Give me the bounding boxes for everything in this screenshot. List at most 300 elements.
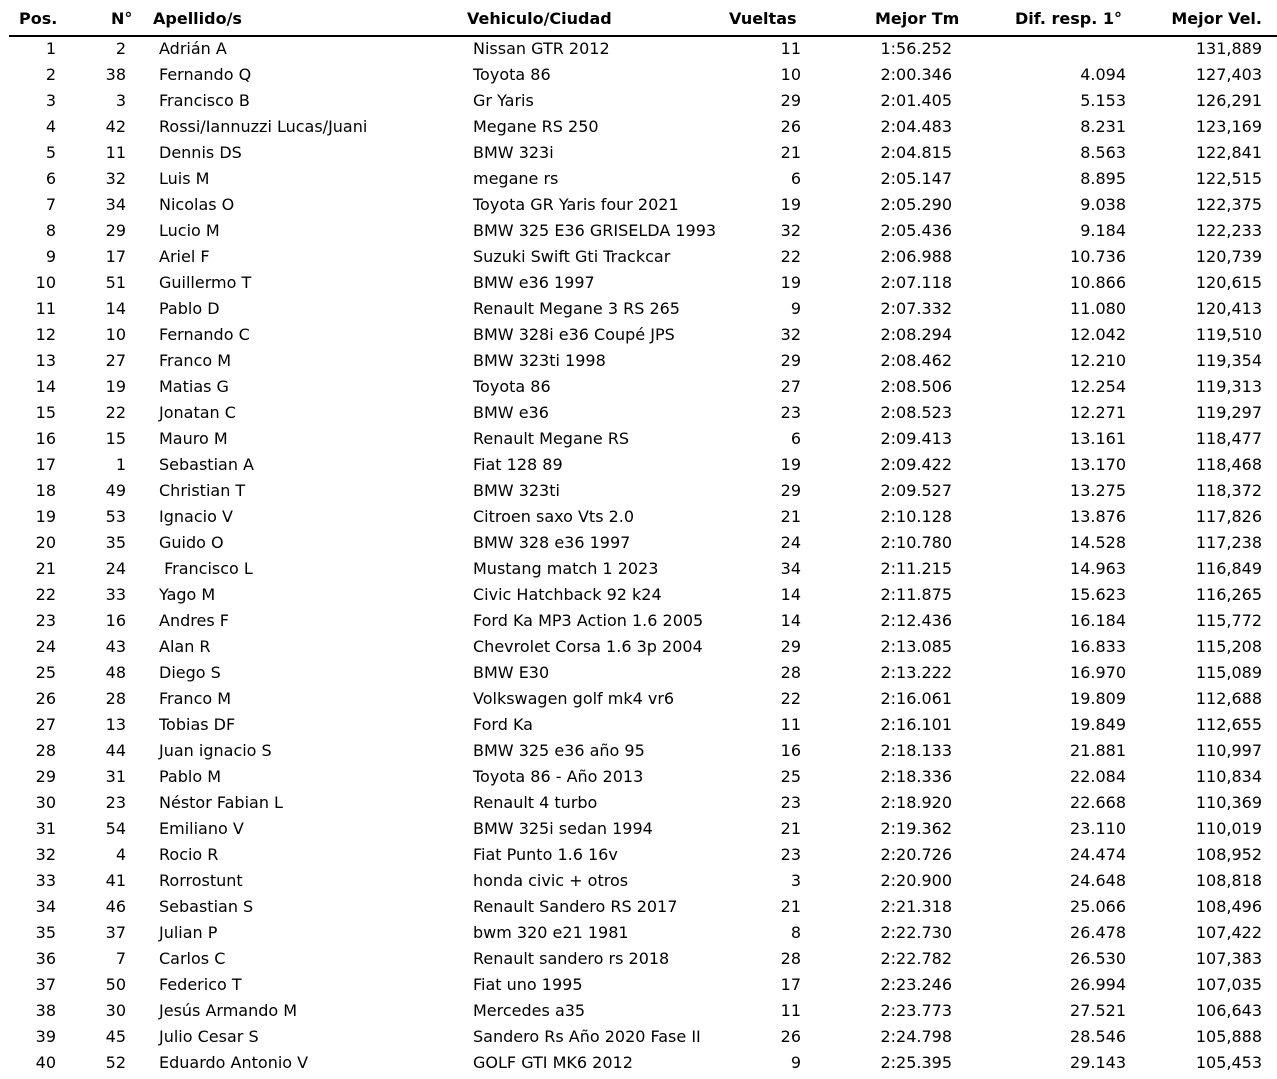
number-cell: 10 — [105, 325, 126, 344]
laps-cell: 14 — [780, 585, 801, 604]
best-speed-cell: 112,688 — [1195, 689, 1262, 708]
number-cell: 13 — [105, 715, 126, 734]
diff-cell: 26.478 — [1070, 923, 1126, 942]
diff-cell: 27.521 — [1070, 1001, 1126, 1020]
best-speed-cell: 115,772 — [1195, 611, 1262, 630]
table-row — [0, 689, 1277, 715]
laps-cell: 19 — [780, 273, 801, 292]
pos-cell: 33 — [35, 871, 56, 890]
table-row — [0, 793, 1277, 819]
vehicle-cell: GOLF GTI MK6 2012 — [473, 1053, 633, 1072]
best-speed-cell: 117,238 — [1195, 533, 1262, 552]
number-cell: 37 — [105, 923, 126, 942]
best-speed-cell: 110,369 — [1195, 793, 1262, 812]
table-row — [0, 585, 1277, 611]
pos-cell: 27 — [35, 715, 56, 734]
table-row — [0, 767, 1277, 793]
header-pos: Pos. — [19, 9, 58, 28]
vehicle-cell: Renault Sandero RS 2017 — [473, 897, 678, 916]
diff-cell: 15.623 — [1070, 585, 1126, 604]
table-row — [0, 273, 1277, 299]
pos-cell: 2 — [45, 65, 56, 84]
table-row — [0, 923, 1277, 949]
pos-cell: 19 — [35, 507, 56, 526]
table-row — [0, 299, 1277, 325]
best-speed-cell: 115,089 — [1195, 663, 1262, 682]
diff-cell: 19.849 — [1070, 715, 1126, 734]
laps-cell: 3 — [790, 871, 801, 890]
number-cell: 50 — [105, 975, 126, 994]
header-diff: Dif. resp. 1° — [1015, 9, 1122, 28]
best-time-cell: 2:07.332 — [880, 299, 952, 318]
diff-cell: 25.066 — [1070, 897, 1126, 916]
header-divider — [9, 35, 1277, 37]
number-cell: 3 — [115, 91, 126, 110]
pos-cell: 14 — [35, 377, 56, 396]
name-cell: Pablo D — [159, 299, 220, 318]
name-cell: Fernando Q — [159, 65, 252, 84]
diff-cell: 12.042 — [1070, 325, 1126, 344]
best-time-cell: 2:23.246 — [880, 975, 952, 994]
laps-cell: 11 — [780, 39, 801, 58]
best-time-cell: 2:13.222 — [880, 663, 952, 682]
best-time-cell: 2:09.413 — [880, 429, 952, 448]
best-time-cell: 2:04.815 — [880, 143, 952, 162]
vehicle-cell: BMW e36 — [473, 403, 549, 422]
pos-cell: 31 — [35, 819, 56, 838]
pos-cell: 40 — [35, 1053, 56, 1072]
vehicle-cell: megane rs — [473, 169, 559, 188]
pos-cell: 17 — [35, 455, 56, 474]
best-speed-cell: 117,826 — [1195, 507, 1262, 526]
number-cell: 44 — [105, 741, 126, 760]
diff-cell: 19.809 — [1070, 689, 1126, 708]
name-cell: Nicolas O — [159, 195, 235, 214]
best-time-cell: 2:25.395 — [880, 1053, 952, 1072]
diff-cell: 5.153 — [1080, 91, 1126, 110]
header-best-speed: Mejor Vel. — [1171, 9, 1262, 28]
name-cell: Jonatan C — [159, 403, 236, 422]
best-speed-cell: 110,019 — [1195, 819, 1262, 838]
diff-cell: 9.184 — [1080, 221, 1126, 240]
name-cell: Emiliano V — [159, 819, 244, 838]
name-cell: Guillermo T — [159, 273, 252, 292]
number-cell: 17 — [105, 247, 126, 266]
laps-cell: 29 — [780, 481, 801, 500]
diff-cell: 13.275 — [1070, 481, 1126, 500]
pos-cell: 18 — [35, 481, 56, 500]
vehicle-cell: BMW 323ti — [473, 481, 560, 500]
vehicle-cell: Mercedes a35 — [473, 1001, 586, 1020]
laps-cell: 27 — [780, 377, 801, 396]
table-row — [0, 975, 1277, 1001]
laps-cell: 19 — [780, 195, 801, 214]
best-speed-cell: 115,208 — [1195, 637, 1262, 656]
best-speed-cell: 107,035 — [1195, 975, 1262, 994]
diff-cell: 24.648 — [1070, 871, 1126, 890]
diff-cell: 4.094 — [1080, 65, 1126, 84]
pos-cell: 22 — [35, 585, 56, 604]
vehicle-cell: Volkswagen golf mk4 vr6 — [473, 689, 675, 708]
name-cell: Francisco B — [159, 91, 250, 110]
number-cell: 24 — [105, 559, 126, 578]
table-row — [0, 949, 1277, 975]
best-time-cell: 2:09.527 — [880, 481, 952, 500]
best-time-cell: 2:16.061 — [880, 689, 952, 708]
table-row — [0, 117, 1277, 143]
number-cell: 11 — [105, 143, 126, 162]
vehicle-cell: Suzuki Swift Gti Trackcar — [473, 247, 671, 266]
table-row — [0, 715, 1277, 741]
best-speed-cell: 105,888 — [1195, 1027, 1262, 1046]
vehicle-cell: Megane RS 250 — [473, 117, 599, 136]
best-speed-cell: 107,422 — [1195, 923, 1262, 942]
best-time-cell: 2:09.422 — [880, 455, 952, 474]
header-number: N° — [111, 9, 133, 28]
vehicle-cell: Gr Yaris — [473, 91, 534, 110]
table-row — [0, 91, 1277, 117]
table-row — [0, 637, 1277, 663]
laps-cell: 23 — [780, 793, 801, 812]
name-cell: Adrián A — [159, 39, 227, 58]
best-time-cell: 2:22.782 — [880, 949, 952, 968]
best-time-cell: 2:22.730 — [880, 923, 952, 942]
laps-cell: 32 — [780, 325, 801, 344]
vehicle-cell: bwm 320 e21 1981 — [473, 923, 629, 942]
pos-cell: 9 — [45, 247, 56, 266]
number-cell: 29 — [105, 221, 126, 240]
diff-cell: 29.143 — [1070, 1053, 1126, 1072]
vehicle-cell: Renault Megane 3 RS 265 — [473, 299, 680, 318]
name-cell: Rorrostunt — [159, 871, 243, 890]
best-speed-cell: 119,354 — [1195, 351, 1262, 370]
pos-cell: 16 — [35, 429, 56, 448]
laps-cell: 16 — [780, 741, 801, 760]
number-cell: 14 — [105, 299, 126, 318]
laps-cell: 28 — [780, 663, 801, 682]
best-speed-cell: 120,739 — [1195, 247, 1262, 266]
vehicle-cell: Fiat uno 1995 — [473, 975, 583, 994]
best-time-cell: 2:13.085 — [880, 637, 952, 656]
pos-cell: 12 — [35, 325, 56, 344]
table-row — [0, 221, 1277, 247]
diff-cell: 8.231 — [1080, 117, 1126, 136]
table-row — [0, 481, 1277, 507]
number-cell: 1 — [115, 455, 126, 474]
best-speed-cell: 118,477 — [1195, 429, 1262, 448]
diff-cell: 9.038 — [1080, 195, 1126, 214]
name-cell: Ignacio V — [159, 507, 233, 526]
laps-cell: 23 — [780, 845, 801, 864]
laps-cell: 34 — [780, 559, 801, 578]
name-cell: Andres F — [159, 611, 229, 630]
table-row — [0, 507, 1277, 533]
table-row — [0, 143, 1277, 169]
pos-cell: 37 — [35, 975, 56, 994]
name-cell: Carlos C — [159, 949, 226, 968]
name-cell: Pablo M — [159, 767, 222, 786]
best-time-cell: 2:11.875 — [880, 585, 952, 604]
best-speed-cell: 106,643 — [1195, 1001, 1262, 1020]
diff-cell: 26.994 — [1070, 975, 1126, 994]
number-cell: 48 — [105, 663, 126, 682]
table-row — [0, 533, 1277, 559]
best-time-cell: 2:08.506 — [880, 377, 952, 396]
laps-cell: 21 — [780, 819, 801, 838]
best-speed-cell: 122,233 — [1195, 221, 1262, 240]
best-time-cell: 2:07.118 — [880, 273, 952, 292]
table-row — [0, 1001, 1277, 1027]
best-time-cell: 2:00.346 — [880, 65, 952, 84]
best-speed-cell: 108,818 — [1195, 871, 1262, 890]
best-speed-cell: 116,265 — [1195, 585, 1262, 604]
diff-cell: 22.668 — [1070, 793, 1126, 812]
best-speed-cell: 110,997 — [1195, 741, 1262, 760]
diff-cell: 23.110 — [1070, 819, 1126, 838]
name-cell: Franco M — [159, 351, 232, 370]
name-cell: Rocio R — [159, 845, 219, 864]
laps-cell: 29 — [780, 351, 801, 370]
vehicle-cell: Toyota 86 — [473, 377, 551, 396]
number-cell: 49 — [105, 481, 126, 500]
laps-cell: 9 — [790, 299, 801, 318]
pos-cell: 38 — [35, 1001, 56, 1020]
laps-cell: 23 — [780, 403, 801, 422]
name-cell: Lucio M — [159, 221, 220, 240]
best-speed-cell: 110,834 — [1195, 767, 1262, 786]
vehicle-cell: BMW 323i — [473, 143, 554, 162]
table-row — [0, 897, 1277, 923]
laps-cell: 6 — [790, 169, 801, 188]
vehicle-cell: Mustang match 1 2023 — [473, 559, 659, 578]
best-time-cell: 2:24.798 — [880, 1027, 952, 1046]
name-cell: Tobias DF — [159, 715, 236, 734]
number-cell: 38 — [105, 65, 126, 84]
best-speed-cell: 107,383 — [1195, 949, 1262, 968]
best-time-cell: 2:05.147 — [880, 169, 952, 188]
number-cell: 4 — [115, 845, 126, 864]
name-cell: Mauro M — [159, 429, 228, 448]
pos-cell: 15 — [35, 403, 56, 422]
diff-cell: 8.563 — [1080, 143, 1126, 162]
name-cell: Néstor Fabian L — [159, 793, 283, 812]
vehicle-cell: Toyota 86 — [473, 65, 551, 84]
laps-cell: 19 — [780, 455, 801, 474]
best-speed-cell: 116,849 — [1195, 559, 1262, 578]
best-speed-cell: 127,403 — [1195, 65, 1262, 84]
number-cell: 51 — [105, 273, 126, 292]
diff-cell: 8.895 — [1080, 169, 1126, 188]
number-cell: 52 — [105, 1053, 126, 1072]
vehicle-cell: Chevrolet Corsa 1.6 3p 2004 — [473, 637, 703, 656]
diff-cell: 13.170 — [1070, 455, 1126, 474]
diff-cell: 16.970 — [1070, 663, 1126, 682]
laps-cell: 26 — [780, 1027, 801, 1046]
header-best-time: Mejor Tm — [875, 9, 960, 28]
table-row — [0, 845, 1277, 871]
vehicle-cell: Sandero Rs Año 2020 Fase II — [473, 1027, 701, 1046]
pos-cell: 21 — [35, 559, 56, 578]
best-speed-cell: 119,510 — [1195, 325, 1262, 344]
pos-cell: 36 — [35, 949, 56, 968]
table-row — [0, 325, 1277, 351]
best-time-cell: 2:06.988 — [880, 247, 952, 266]
diff-cell: 12.210 — [1070, 351, 1126, 370]
laps-cell: 28 — [780, 949, 801, 968]
name-cell: Julian P — [159, 923, 218, 942]
table-row — [0, 663, 1277, 689]
number-cell: 33 — [105, 585, 126, 604]
diff-cell: 26.530 — [1070, 949, 1126, 968]
vehicle-cell: Renault Megane RS — [473, 429, 630, 448]
name-cell: Federico T — [159, 975, 242, 994]
diff-cell: 21.881 — [1070, 741, 1126, 760]
number-cell: 22 — [105, 403, 126, 422]
pos-cell: 34 — [35, 897, 56, 916]
diff-cell: 10.736 — [1070, 247, 1126, 266]
best-time-cell: 2:10.128 — [880, 507, 952, 526]
number-cell: 16 — [105, 611, 126, 630]
number-cell: 35 — [105, 533, 126, 552]
diff-cell: 13.161 — [1070, 429, 1126, 448]
name-cell: Juan ignacio S — [159, 741, 272, 760]
best-time-cell: 2:20.900 — [880, 871, 952, 890]
laps-cell: 17 — [780, 975, 801, 994]
vehicle-cell: Toyota GR Yaris four 2021 — [473, 195, 679, 214]
name-cell: Sebastian A — [159, 455, 254, 474]
vehicle-cell: BMW 323ti 1998 — [473, 351, 606, 370]
laps-cell: 9 — [790, 1053, 801, 1072]
best-time-cell: 2:19.362 — [880, 819, 952, 838]
best-time-cell: 2:18.336 — [880, 767, 952, 786]
best-time-cell: 2:08.462 — [880, 351, 952, 370]
best-time-cell: 2:05.290 — [880, 195, 952, 214]
best-speed-cell: 131,889 — [1195, 39, 1262, 58]
vehicle-cell: BMW 325 e36 año 95 — [473, 741, 645, 760]
name-cell: Christian T — [159, 481, 246, 500]
best-speed-cell: 112,655 — [1195, 715, 1262, 734]
vehicle-cell: Citroen saxo Vts 2.0 — [473, 507, 635, 526]
pos-cell: 23 — [35, 611, 56, 630]
pos-cell: 24 — [35, 637, 56, 656]
vehicle-cell: Fiat 128 89 — [473, 455, 563, 474]
best-time-cell: 2:20.726 — [880, 845, 952, 864]
number-cell: 2 — [115, 39, 126, 58]
table-row — [0, 351, 1277, 377]
laps-cell: 10 — [780, 65, 801, 84]
name-cell: Eduardo Antonio V — [159, 1053, 309, 1072]
best-time-cell: 2:18.133 — [880, 741, 952, 760]
best-speed-cell: 120,413 — [1195, 299, 1262, 318]
pos-cell: 5 — [45, 143, 56, 162]
number-cell: 23 — [105, 793, 126, 812]
name-cell: Luis M — [159, 169, 210, 188]
name-cell: Julio Cesar S — [159, 1027, 259, 1046]
name-cell: Matias G — [159, 377, 229, 396]
table-row — [0, 403, 1277, 429]
vehicle-cell: Toyota 86 - Año 2013 — [473, 767, 644, 786]
best-time-cell: 2:23.773 — [880, 1001, 952, 1020]
pos-cell: 32 — [35, 845, 56, 864]
table-row — [0, 819, 1277, 845]
header-vehicle: Vehiculo/Ciudad — [467, 9, 612, 28]
diff-cell: 24.474 — [1070, 845, 1126, 864]
laps-cell: 14 — [780, 611, 801, 630]
laps-cell: 29 — [780, 637, 801, 656]
number-cell: 45 — [105, 1027, 126, 1046]
diff-cell: 14.963 — [1070, 559, 1126, 578]
pos-cell: 28 — [35, 741, 56, 760]
best-speed-cell: 108,496 — [1195, 897, 1262, 916]
laps-cell: 24 — [780, 533, 801, 552]
best-speed-cell: 123,169 — [1195, 117, 1262, 136]
table-row — [0, 611, 1277, 637]
number-cell: 53 — [105, 507, 126, 526]
name-cell: Guido O — [159, 533, 224, 552]
table-row — [0, 455, 1277, 481]
laps-cell: 32 — [780, 221, 801, 240]
table-row — [0, 169, 1277, 195]
number-cell: 42 — [105, 117, 126, 136]
laps-cell: 29 — [780, 91, 801, 110]
table-row — [0, 741, 1277, 767]
best-speed-cell: 119,297 — [1195, 403, 1262, 422]
name-cell: Jesús Armando M — [159, 1001, 298, 1020]
vehicle-cell: BMW e36 1997 — [473, 273, 595, 292]
best-speed-cell: 122,841 — [1195, 143, 1262, 162]
table-row — [0, 429, 1277, 455]
name-cell: Yago M — [159, 585, 216, 604]
best-speed-cell: 119,313 — [1195, 377, 1262, 396]
number-cell: 46 — [105, 897, 126, 916]
best-time-cell: 2:05.436 — [880, 221, 952, 240]
laps-cell: 21 — [780, 143, 801, 162]
vehicle-cell: Ford Ka — [473, 715, 533, 734]
name-cell: Alan R — [159, 637, 211, 656]
pos-cell: 10 — [35, 273, 56, 292]
vehicle-cell: Ford Ka MP3 Action 1.6 2005 — [473, 611, 704, 630]
pos-cell: 8 — [45, 221, 56, 240]
name-cell: Sebastian S — [159, 897, 254, 916]
best-time-cell: 2:01.405 — [880, 91, 952, 110]
best-time-cell: 1:56.252 — [880, 39, 952, 58]
table-row — [0, 65, 1277, 91]
best-speed-cell: 108,952 — [1195, 845, 1262, 864]
number-cell: 32 — [105, 169, 126, 188]
pos-cell: 30 — [35, 793, 56, 812]
diff-cell: 28.546 — [1070, 1027, 1126, 1046]
pos-cell: 11 — [35, 299, 56, 318]
name-cell: Francisco L — [159, 559, 253, 578]
best-time-cell: 2:10.780 — [880, 533, 952, 552]
number-cell: 54 — [105, 819, 126, 838]
table-row — [0, 1027, 1277, 1053]
number-cell: 27 — [105, 351, 126, 370]
number-cell: 41 — [105, 871, 126, 890]
laps-cell: 11 — [780, 715, 801, 734]
best-speed-cell: 126,291 — [1195, 91, 1262, 110]
laps-cell: 8 — [790, 923, 801, 942]
vehicle-cell: BMW 328 e36 1997 — [473, 533, 631, 552]
diff-cell: 10.866 — [1070, 273, 1126, 292]
vehicle-cell: Nissan GTR 2012 — [473, 39, 610, 58]
diff-cell: 12.254 — [1070, 377, 1126, 396]
diff-cell: 16.833 — [1070, 637, 1126, 656]
diff-cell: 11.080 — [1070, 299, 1126, 318]
diff-cell: 13.876 — [1070, 507, 1126, 526]
best-speed-cell: 122,515 — [1195, 169, 1262, 188]
pos-cell: 7 — [45, 195, 56, 214]
